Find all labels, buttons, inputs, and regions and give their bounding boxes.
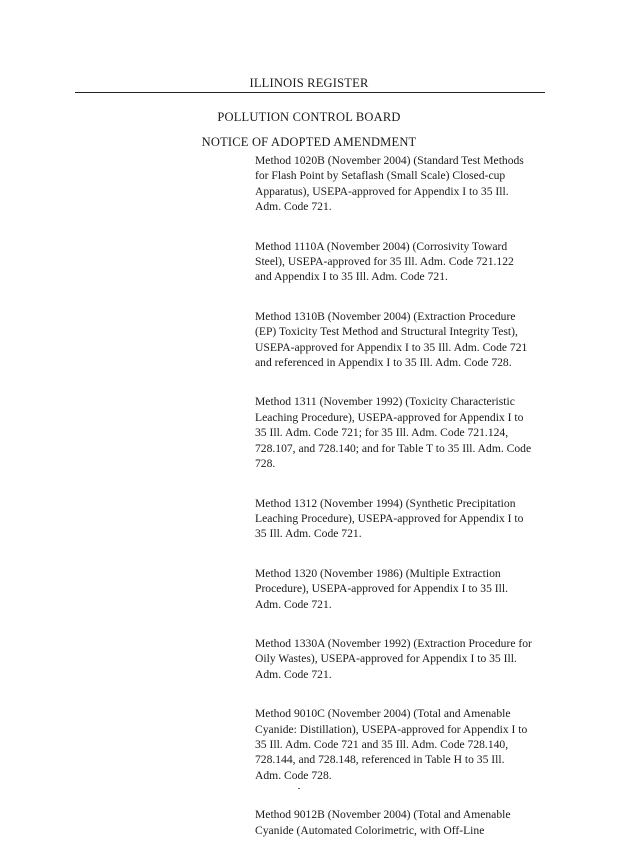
method-paragraph (255, 239, 555, 285)
method-line: Adm. Code 728. (255, 768, 332, 782)
method-line: 35 Ill. Adm. Code 721; for 35 Ill. Adm. Code 721.124, (255, 426, 509, 440)
method-line: Cyanide (Automated Colorimetric, with Off-Line (255, 823, 485, 837)
method-line: Method 1320 (November 1986) (Multiple Extraction (255, 566, 501, 580)
method-line: (EP) Toxicity Test Method and Structural Integrity Test), (255, 325, 518, 339)
method-paragraph (255, 394, 555, 471)
method-line: Adm. Code 721. (255, 597, 332, 611)
method-line: and Appendix I to 35 Ill. Adm. Code 721. (255, 270, 448, 284)
method-line: Method 1020B (November 2004) (Standard Test Methods (255, 154, 524, 167)
register-title: ILLINOIS REGISTER (249, 76, 369, 90)
method-line: Method 1330A (November 1992) (Extraction Procedure for (255, 636, 532, 650)
method-paragraph (255, 309, 555, 371)
method-line: Method 1310B (November 2004) (Extraction Procedure (255, 309, 516, 323)
method-paragraph (255, 153, 555, 215)
method-paragraph (255, 706, 555, 783)
method-line: and referenced in Appendix I to 35 Ill. Adm. Code 728. (255, 356, 512, 370)
method-line: USEPA-approved for Appendix I to 35 Ill. Adm. Code 721 (255, 340, 528, 354)
method-line: Method 1312 (November 1994) (Synthetic Precipitation (255, 496, 516, 510)
method-paragraph (255, 566, 555, 612)
method-line: Leaching Procedure), USEPA-approved for Appendix I to (255, 511, 524, 525)
methods-list (255, 153, 555, 862)
method-line: Adm. Code 721. (255, 667, 332, 681)
method-line: 728.144, and 728.148, referenced in Table H to 35 Ill. (255, 753, 505, 767)
method-line: Adm. Code 721. (255, 200, 332, 214)
method-line: Method 9010C (November 2004) (Total and Amenable (255, 707, 511, 721)
method-line: Method 1311 (November 1992) (Toxicity Characteristic (255, 395, 515, 409)
method-line: Steel), USEPA-approved for 35 Ill. Adm. Code 721.122 (255, 255, 514, 269)
method-line: Method 9012B (November 2004) (Total and Amenable (255, 808, 511, 822)
method-line: 728. (255, 457, 276, 471)
method-paragraph (255, 807, 555, 838)
method-line: 35 Ill. Adm. Code 721 and 35 Ill. Adm. Code 728.140, (255, 737, 509, 751)
header-rule (75, 92, 545, 93)
page-mark (298, 788, 300, 789)
method-line: Leaching Procedure), USEPA-approved for Appendix I to (255, 410, 524, 424)
method-line: for Flash Point by Setaflash (Small Scale) Closed-cup (255, 169, 506, 183)
method-line: 35 Ill. Adm. Code 721. (255, 527, 362, 541)
method-line: Procedure), USEPA-approved for Appendix I to 35 Ill. (255, 582, 508, 596)
board-title: POLLUTION CONTROL BOARD (217, 110, 401, 124)
method-line: Oily Wastes), USEPA-approved for Appendix I to 35 Ill. (255, 652, 517, 666)
method-line: Cyanide: Distillation), USEPA-approved for Appendix I to (255, 722, 528, 736)
method-paragraph (255, 496, 555, 542)
notice-title: NOTICE OF ADOPTED AMENDMENT (201, 135, 417, 149)
method-line: 728.107, and 728.140; and for Table T to 35 Ill. Adm. Code (255, 441, 532, 455)
method-line: Method 1110A (November 2004) (Corrosivity Toward (255, 239, 508, 253)
method-paragraph (255, 636, 555, 682)
method-line: Apparatus), USEPA-approved for Appendix I to 35 Ill. (255, 184, 509, 198)
